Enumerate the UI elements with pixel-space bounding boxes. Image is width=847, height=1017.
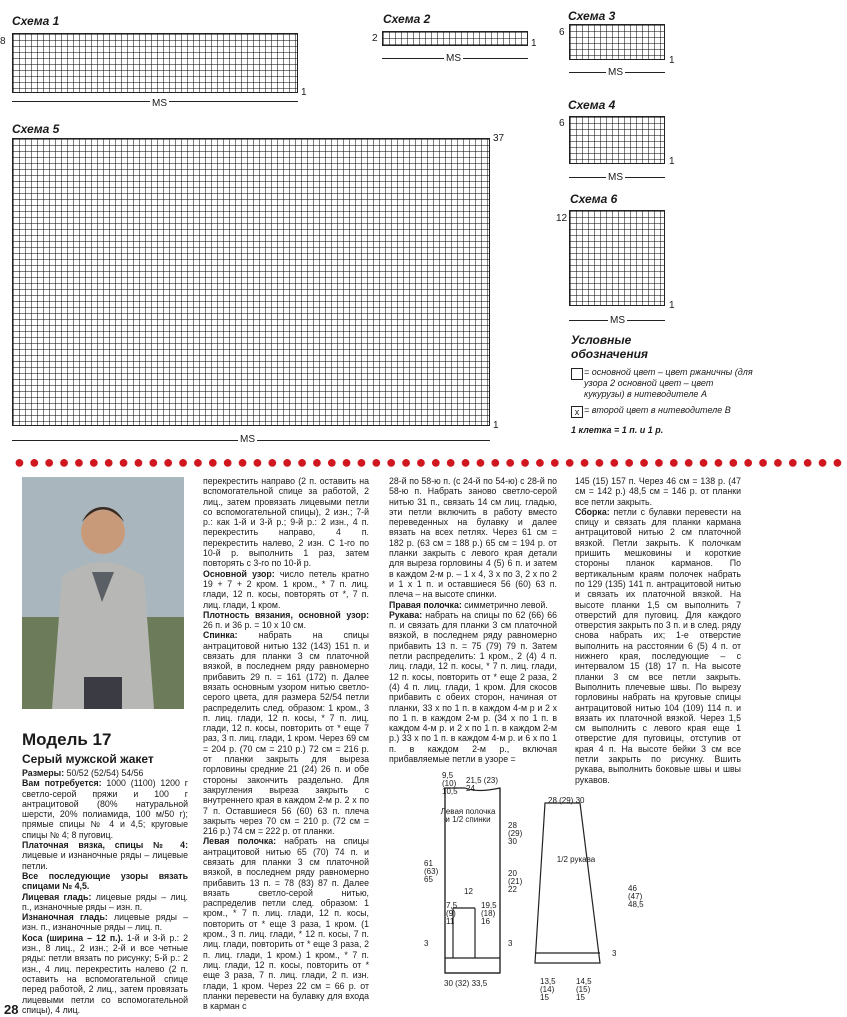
dim-pocket-1: 7,5 (9) 11 bbox=[446, 901, 458, 926]
scheme-1-ms: MS bbox=[152, 98, 167, 109]
dim-right1: 28 (29) 30 bbox=[508, 821, 523, 846]
dim-top2: 21,5 (23) 24 bbox=[466, 776, 499, 793]
paragraph: Вам потребуется: 1000 (1100) 1200 г светло-серой пряжи и 100 г антрацитовой (80% натуральной шерсти, 20% полиамида, 100 м/50 г); прямые спицы № 4 и 4,5; круговые спицы № 4; 8 пуговиц. bbox=[22, 778, 188, 840]
paragraph: Лицевая гладь: лицевые ряды – лиц. п., изнаночные ряды – изн. п. bbox=[22, 891, 188, 912]
model-number: Модель 17 bbox=[22, 730, 112, 749]
scheme-1-first: 1 bbox=[301, 87, 307, 98]
sleeve-piece-label: 1/2 рукава bbox=[556, 855, 596, 864]
text-column-2 bbox=[203, 476, 369, 1012]
scheme-6-first: 1 bbox=[669, 300, 675, 311]
text-column-1 bbox=[22, 768, 188, 1015]
scheme-1-grid bbox=[12, 33, 298, 93]
paragraph: Изнаночная гладь: лицевые ряды – изн. п., изнаночные ряды – лиц. п. bbox=[22, 912, 188, 933]
dim-left1: 61 (63) 65 bbox=[424, 859, 439, 884]
scheme-4-title: Схема 4 bbox=[568, 98, 616, 112]
model-name: Серый мужской жакет bbox=[22, 752, 154, 766]
scheme-6-title: Схема 6 bbox=[570, 192, 618, 206]
dim-sleeve-b2: 14,5 (15) 15 bbox=[576, 977, 592, 1002]
dim-top1: 9,5 (10) 10,5 bbox=[442, 771, 458, 796]
scheme-4-rows: 6 bbox=[559, 118, 565, 129]
paragraph: Левая полочка: набрать на спицы антрацитовой нитью 65 (70) 74 п. и связать для планки 3 см платочной вязкой, в последнем ряду равномерно прибавить 13 п. = 78 (83) 87 п. Далее вязать светло-серой нитью, распределив петли след. образом: 1 кром., * 7 п. лиц. глади, 12 п. косы, повторить от * еще 3 раза, 1 кром. (1 кром., 3 п. лиц. глади, * 12 п. косы, 7 п. лиц. глади, повторить от * еще 3 раза, 2 п. лиц. глади, 1 кром.) 1 кром., * 7 п. лиц. глади, 12 п. косы, повторить от * еще 3 раза, 7 п. лиц. глади, 2 п. изн. глади, 1 кром. Через 22 см = 66 р. от планки перевести на булавку для входа в карман с bbox=[203, 836, 369, 1012]
scheme-2-title: Схема 2 bbox=[383, 12, 431, 26]
scheme-5-ms: MS bbox=[240, 434, 255, 445]
paragraph: Правая полочка: симметрично левой. bbox=[389, 599, 548, 610]
scheme-2-grid bbox=[382, 31, 528, 46]
scheme-6-rows: 12 bbox=[556, 213, 568, 224]
paragraph: Спинка: набрать на спицы антрацитовой нитью 132 (143) 151 п. и связать для планки 3 см платочной вязкой, в последнем ряду равномерно прибавить 29 п. = 161 (172) п. Далее вязать основным узором нитью светло-серого цвета, для размера 52/54 петли распределить след. образом: 1 кром., 3 п. лиц. глади, 12 п. косы, * 7 п. лиц. глади, 12 п. косы, повторить от * еще 7 раз, 3 п. лиц. глади, 1 кром. Через 69 см = 204 р. (70 см = 210 р.) 72 см = 216 р. от планки закрыть для выреза горловины средние 21 (24) 26 п. и обе стороны закончить раздельно. Для закругления выреза закрыть с внутреннего края в каждом 2-м р. 2 x по 7 п. Оставшиеся 56 (60) 63 п. плеча закрыть через 70 см = 210 р. (72 см = 216 р.) 74 см = 222 р. от планки. bbox=[203, 630, 369, 837]
scheme-1-title: Схема 1 bbox=[12, 14, 60, 28]
legend-second-color: = второй цвет в нитеводителе В bbox=[584, 405, 731, 415]
paragraph: перекрестить направо (2 п. оставить на вспомогательной спице за работой, 2 лиц., затем провязать лицевыми петли со вспомогательной спицы), 2 изн.; 7-й р.: как 1-й и 3-й р.; 9-й р.: 2 изн., 4 п. перекрестить направо, 4 п. перекрестить налево, 2 изн. С 1-го по 10-й р. выполнить 1 раз, затем повторять с 3-го по 10-й р. bbox=[203, 476, 369, 569]
scheme-2-ms: MS bbox=[446, 53, 461, 64]
front-piece-label: Левая полочка и 1/2 спинки bbox=[440, 807, 496, 824]
dim-sleeve-height: 46 (47) 48,5 bbox=[628, 884, 644, 909]
scheme-4-ms: MS bbox=[608, 172, 623, 183]
legend-cell: 1 клетка = 1 п. и 1 р. bbox=[571, 425, 664, 435]
dim-pocket: 12 bbox=[464, 887, 473, 896]
paragraph: Платочная вязка, спицы № 4: лицевые и изнаночные ряды – лицевые петли. bbox=[22, 840, 188, 871]
scheme-5-rows: 37 bbox=[493, 133, 505, 144]
scheme-5-grid bbox=[12, 138, 490, 426]
paragraph: 28-й по 58-ю п. (с 24-й по 54-ю) с 28-й по 58-ю п. Набрать заново светло-серой нитью 31 п., связать 14 см лиц. гладью, эти петли включить в работу вместо переведенных на булавку и далее вязать на всех петлях. Через 61 см = 182 р. (63 см = 188 р.) 65 см = 194 р. от планки закрыть с левого края детали для выреза горловины 4 (5) 6 п. и затем в каждом 2-м р. – 1 x 4, 3 x по 3, 2 x по 2 и 1 x 1 п. и оставшиеся 56 (60) 63 п. плеча – на высоте спинки. bbox=[389, 476, 557, 600]
paragraph: Размеры: 50/52 (52/54) 54/56 bbox=[22, 768, 144, 778]
dim-bottom: 30 (32) 33,5 bbox=[444, 979, 488, 988]
text-column-3 bbox=[389, 476, 557, 766]
dim-left2: 3 bbox=[424, 939, 429, 948]
dim-right3: 3 bbox=[508, 939, 513, 948]
scheme-1-rows: 8 bbox=[0, 36, 6, 47]
dim-right2: 20 (21) 22 bbox=[508, 869, 523, 894]
scheme-5-title: Схема 5 bbox=[12, 122, 60, 136]
legend-swatch-second: x bbox=[571, 406, 583, 418]
scheme-2-rows: 2 bbox=[372, 33, 378, 44]
dim-sleeve-3: 3 bbox=[612, 949, 617, 958]
dim-sleeve-top: 28 (29) 30 bbox=[548, 796, 585, 805]
scheme-3-rows: 6 bbox=[559, 27, 565, 38]
legend-main-color: = основной цвет – цвет ржаничны (для узора 2 основной цвет – цвет кукурузы) в нитеводителе А bbox=[584, 367, 753, 399]
model-photo bbox=[22, 477, 184, 709]
paragraph: 145 (15) 157 п. Через 46 см = 138 р. (47 см = 142 р.) 48,5 см = 146 р. от планки все петли закрыть. bbox=[575, 476, 741, 507]
paragraph: Сборка: петли с булавки перевести на спицу и связать для планки кармана антрацитовой нитью 2 см платочной вязкой. Петли закрыть. К полочкам пришить мешковины и короткие стороны планок карманов. По вертикальным краям полочек набрать по 129 (135) 141 п. антрацитовой нитью и связать их платочной вязкой. На высоте планки 1,5 см выполнить 7 отверстий для пуговиц. Для каждого отверстия закрыть по 3 п. и в след. ряду снова набрать их; 1-е отверстие выполнить на расстоянии 6 (5) 4 п. от нижнего края, последующие – с интервалом 15 (18) 17 п. На высоте планки 3 см все петли закрыть. Выполнить плечевые швы. По вырезу горловины набрать на круговые спицы антрацитовой нитью 104 (109) 114 п. и вязать их платочной вязкой. Через 1,5 см выполнить с левого края еще 1 отверстие для пуговицы, отступив от края 4 п. На высоте бейки 3 см все петли закрыть по рисунку. Вшить рукава, выполнить боковые швы и швы рукавов. bbox=[575, 506, 741, 785]
scheme-4-first: 1 bbox=[669, 156, 675, 167]
scheme-5-first: 1 bbox=[493, 420, 499, 431]
dim-pocket-2: 19,5 (18) 16 bbox=[481, 901, 497, 926]
paragraph: Плотность вязания, основной узор: 26 п. и 36 р. = 10 x 10 см. bbox=[203, 609, 369, 631]
scheme-6-ms: MS bbox=[610, 315, 625, 326]
dim-sleeve-b1: 13,5 (14) 15 bbox=[540, 977, 556, 1002]
scheme-3-grid bbox=[569, 24, 665, 60]
legend-title: Условные обозначения bbox=[571, 333, 648, 361]
scheme-4-grid bbox=[569, 116, 665, 164]
scheme-3-first: 1 bbox=[669, 55, 675, 66]
paragraph: Коса (ширина – 12 п.). 1-й и 3-й р.: 2 изн., 8 лиц., 2 изн.; 2-й и все четные ряды: петли вязать по рисунку; 5-й р.: 2 изн., 4 лиц. перекрестить налево (2 п. оставить на вспомогательной спице перед работой, 2 лиц., затем провязать лицевыми петли со вспомогательной спицы), 4 лиц. bbox=[22, 932, 188, 1015]
paragraph: Основной узор: число петель кратно 19 + 7 + 2 кром. 1 кром., * 7 п. лиц. глади, 12 п. косы, повторять от *, 7 п. лиц. глади, 1 кром. bbox=[203, 568, 369, 610]
legend-swatch-main bbox=[571, 368, 583, 380]
paragraph: Все последующие узоры вязать спицами № 4,5. bbox=[22, 870, 188, 892]
scheme-6-grid bbox=[569, 210, 665, 306]
paragraph: Рукава: набрать на спицы по 62 (66) 66 п. и связать для планки 3 см платочной вязкой, в последнем ряду равномерно прибавить 13 п. = 75 (79) 79 п. Затем петли распределить: 1 кром., 2 (4) 4 п. лиц. глади, 12 п. косы, * 7 п. лиц. глади, 12 п. косы, повторить от * еще 2 раза, 2 (4) 4 п. лиц. глади, 1 кром. Для скосов прибавить с обеих сторон, начиная от планки, 33 x по 1 п. в каждом 4-м р и 2 x по 1 п. в каждом 2-м р. (34 x по 1 п. в каждом 4-м р. и 2 x по 1 п. в каждом 2-м р.) 33 x по 1 п. в каждом 4-м р. и 6 x по 1 п. в каждом 2-м р., включая прибавляемые петли в узоре = bbox=[389, 609, 557, 765]
scheme-3-ms: MS bbox=[608, 67, 623, 78]
page-number: 28 bbox=[4, 1002, 19, 1017]
scheme-3-title: Схема 3 bbox=[568, 9, 616, 23]
text-column-4 bbox=[575, 476, 741, 785]
scheme-2-first: 1 bbox=[531, 38, 537, 49]
dotted-divider: ●●●●●●●●●●●●●●●●●●●●●●●●●●●●●●●●●●●●●●●●●●●●●●●●●●●●●●●● bbox=[14, 452, 847, 472]
